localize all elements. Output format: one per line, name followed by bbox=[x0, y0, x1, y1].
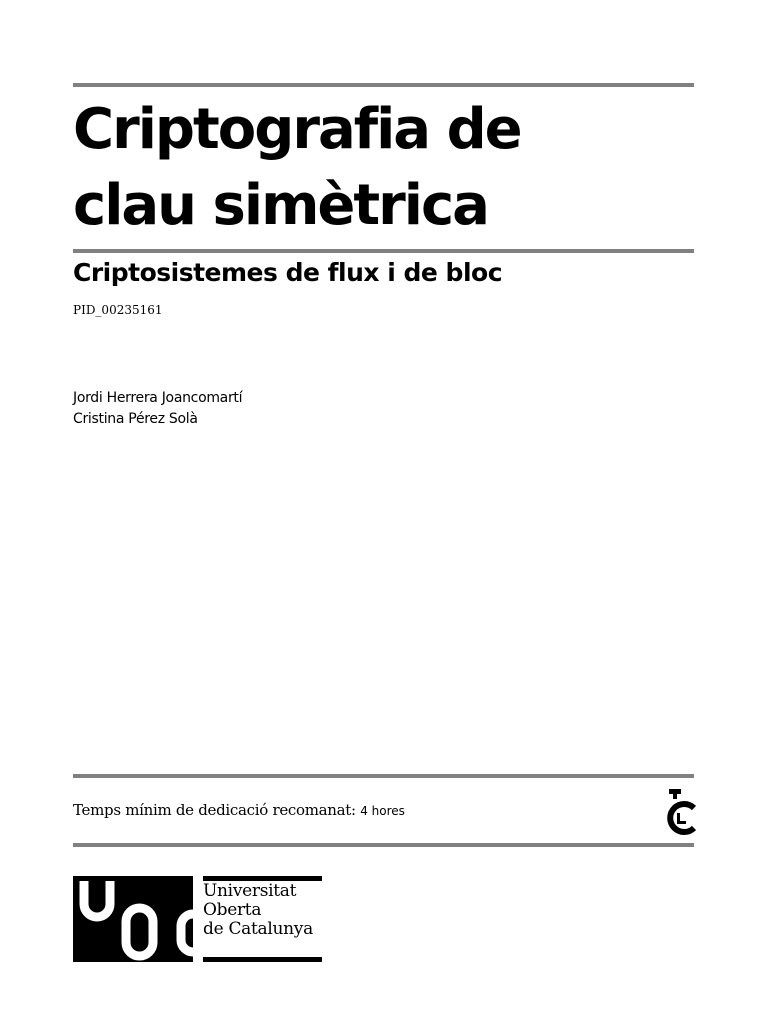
stopwatch-icon bbox=[660, 787, 698, 835]
title-divider bbox=[73, 249, 694, 253]
authors-list bbox=[73, 388, 242, 430]
top-divider bbox=[73, 83, 694, 87]
document-title bbox=[73, 92, 694, 244]
logo-bar-bottom bbox=[203, 957, 322, 962]
logo-text-line: Oberta bbox=[203, 900, 262, 920]
dedication-label: Temps mínim de dedicació recomanat: bbox=[73, 801, 356, 819]
dedication-top-divider bbox=[73, 774, 694, 778]
author-name: Cristina Pérez Solà bbox=[73, 411, 198, 427]
logo-text-line: Universitat bbox=[203, 881, 297, 901]
logo-wordmark bbox=[203, 882, 313, 939]
dedication-info bbox=[73, 801, 405, 820]
author-name: Jordi Herrera Joancomartí bbox=[73, 390, 243, 406]
dedication-value: 4 hores bbox=[360, 804, 405, 818]
uoc-logo-mark bbox=[73, 876, 193, 962]
logo-text-line: de Catalunya bbox=[203, 919, 313, 939]
dedication-bottom-divider bbox=[73, 843, 694, 847]
title-line-1: Criptografia de bbox=[73, 97, 521, 162]
title-line-2: clau simètrica bbox=[73, 173, 488, 238]
document-subtitle: Criptosistemes de flux i de bloc bbox=[73, 258, 503, 287]
uoc-logo bbox=[73, 876, 323, 962]
document-pid: PID_00235161 bbox=[73, 303, 163, 317]
